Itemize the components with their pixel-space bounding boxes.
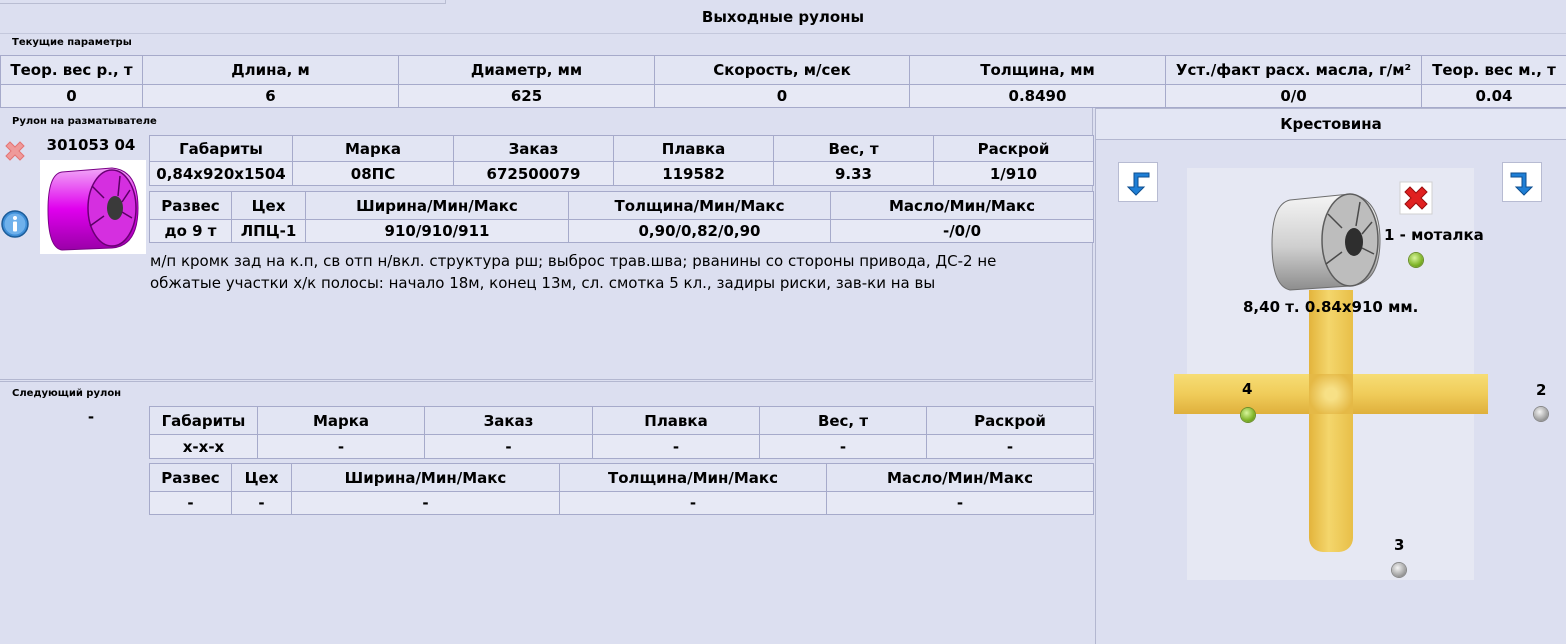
spec-value: - [292,492,560,515]
param-header: Теор. вес м., т [1422,56,1566,85]
spec-header: Ширина/Мин/Макс [306,192,569,220]
crosspiece-coil-info: 8,40 т. 0.84x910 мм. [1243,298,1419,316]
spec-value: 0,90/0,82/0,90 [569,220,831,243]
spec-value: до 9 т [150,220,232,243]
spec-value: ЛПЦ-1 [232,220,306,243]
unwinder-coil-image [40,160,146,254]
spec-header: Масло/Мин/Макс [827,464,1094,492]
coil-header: Габариты [150,407,258,435]
defects-line: обжатые участки х/к полосы: начало 18м, конец 13м, сл. смотка 5 кл., задиры риски, зав-ки на вы [150,274,936,292]
spec-header: Цех [232,192,306,220]
coil-value: - [258,435,425,459]
spec-value: - [150,492,232,515]
crosspiece-vertical-arm [1309,290,1353,552]
spec-header: Развес [150,464,232,492]
position-1-label: 1 - моталка [1384,226,1484,244]
coil-header: Заказ [425,407,593,435]
coil-icon [40,160,146,254]
coil-value: - [760,435,927,459]
param-header: Толщина, мм [910,56,1166,85]
coil-value: 1/910 [934,162,1094,186]
close-icon [1399,181,1433,215]
coil-header: Вес, т [774,136,934,162]
coil-header: Вес, т [760,407,927,435]
param-value: 625 [399,85,655,108]
next-panel-divider [0,381,1093,382]
defects-line: м/п кромк зад на к.п, св отп н/вкл. структура рш; выброс трав.шва; рванины со стороны привода, ДС-2 не [150,252,997,270]
param-value: 0/0 [1166,85,1422,108]
param-value: 0 [1,85,143,108]
spec-header: Толщина/Мин/Макс [569,192,831,220]
next-section-label: Следующий рулон [12,388,122,399]
position-1-indicator [1409,253,1423,267]
spec-value: - [560,492,827,515]
param-value: 0 [655,85,910,108]
coil-value: 0,84x920x1504 [150,162,293,186]
param-header: Длина, м [143,56,399,85]
spec-header: Цех [232,464,292,492]
page-title: Выходные рулоны [0,0,1566,34]
unwinder-section-label: Рулон на разматывателе [12,116,157,127]
position-3-label: 3 [1394,536,1405,554]
coil-value: - [927,435,1094,459]
coil-value: 119582 [614,162,774,186]
position-4-indicator [1241,408,1255,422]
position-2-label: 2 [1536,381,1547,399]
spec-header: Масло/Мин/Макс [831,192,1094,220]
coil-value: 9.33 [774,162,934,186]
next-main-table [149,406,1094,459]
coil-header: Плавка [614,136,774,162]
coil-header: Плавка [593,407,760,435]
next-spec-table [149,463,1094,515]
coil-header: Раскрой [927,407,1094,435]
rotate-left-button[interactable] [1118,162,1158,202]
coil-value: 672500079 [454,162,614,186]
coil-header: Габариты [150,136,293,162]
position-4-label: 4 [1242,380,1253,398]
spec-value: - [232,492,292,515]
coil-header: Марка [258,407,425,435]
crosspiece-hub [1309,374,1353,414]
arrow-turn-down-right-icon [1507,167,1537,197]
spec-header: Ширина/Мин/Макс [292,464,560,492]
coil-value: x-x-x [150,435,258,459]
defects-note [150,250,1090,294]
remove-coil-button[interactable] [0,136,30,166]
coil-value: - [425,435,593,459]
next-coil-id: - [87,408,95,426]
param-header: Теор. вес р., т [1,56,143,85]
arrow-turn-down-left-icon [1123,167,1153,197]
param-value: 0.04 [1422,85,1566,108]
current-params-table [0,55,1566,108]
spec-value: - [827,492,1094,515]
crosspiece-coil-image [1268,186,1388,294]
coil-value: - [593,435,760,459]
spec-value: -/0/0 [831,220,1094,243]
unwinder-coil-id: 301053 04 [46,136,136,154]
current-params-label: Текущие параметры [12,37,132,48]
unwinder-main-table [149,135,1094,186]
coil-header: Марка [293,136,454,162]
crosspiece-title: Крестовина [1096,109,1566,140]
close-icon [1,137,29,165]
spec-value: 910/910/911 [306,220,569,243]
info-icon [0,209,30,239]
spec-header: Толщина/Мин/Макс [560,464,827,492]
param-header: Диаметр, мм [399,56,655,85]
param-value: 6 [143,85,399,108]
coil-header: Заказ [454,136,614,162]
position-3-indicator [1392,563,1406,577]
param-header: Скорость, м/сек [655,56,910,85]
unwinder-spec-table [149,191,1094,243]
spec-header: Развес [150,192,232,220]
rotate-right-button[interactable] [1502,162,1542,202]
param-header: Уст./факт расх. масла, г/м² [1166,56,1422,85]
coil-value: 08ПС [293,162,454,186]
param-value: 0.8490 [910,85,1166,108]
position-2-indicator [1534,407,1548,421]
info-button[interactable] [0,208,30,240]
crosspiece-remove-coil-button[interactable] [1398,180,1434,216]
coil-icon [1268,186,1388,294]
coil-header: Раскрой [934,136,1094,162]
